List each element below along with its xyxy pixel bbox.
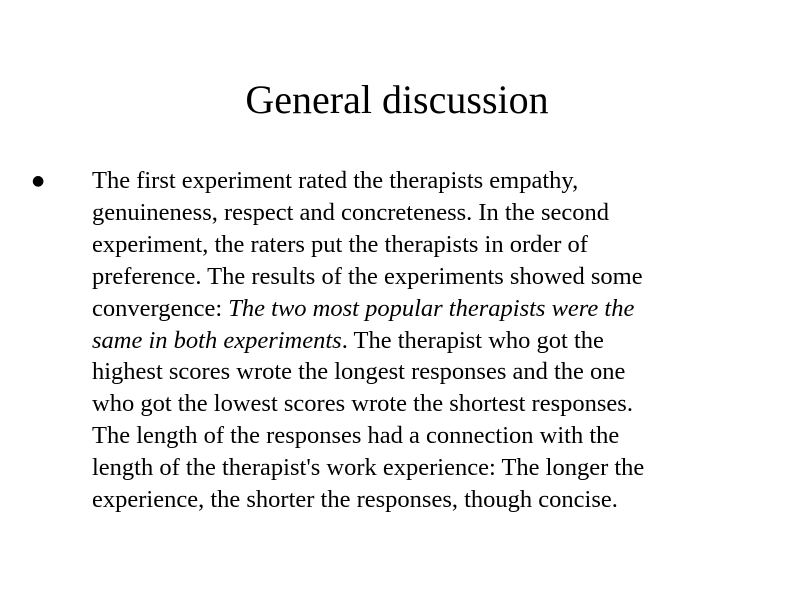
text-segment: . The therapist who got the (341, 326, 604, 354)
text-line: preference. The results of the experiments showed some (92, 262, 643, 290)
text-line: The length of the responses had a connection with the (92, 422, 620, 450)
bullet-text (92, 165, 732, 516)
slide-title: General discussion (245, 77, 549, 122)
text-line-mixed (92, 293, 732, 325)
text-line: experiment, the raters put the therapists in order of (92, 230, 588, 258)
text-segment: convergence: (92, 294, 229, 322)
text-line: highest scores wrote the longest responses and the one (92, 358, 626, 386)
text-line-mixed (92, 325, 732, 357)
text-line: who got the lowest scores wrote the shortest responses. (92, 390, 633, 418)
italic-text-segment: The two most popular therapists were the (228, 294, 635, 322)
text-line: length of the therapist's work experience: The longer the (92, 454, 645, 482)
text-line: genuineness, respect and concreteness. In the second (92, 198, 610, 226)
text-line: The first experiment rated the therapists empathy, (92, 167, 579, 194)
text-line: experience, the shorter the responses, though concise. (92, 486, 618, 514)
italic-text-segment: same in both experiments (92, 326, 342, 354)
bullet-dot-icon: ● (32, 173, 45, 189)
